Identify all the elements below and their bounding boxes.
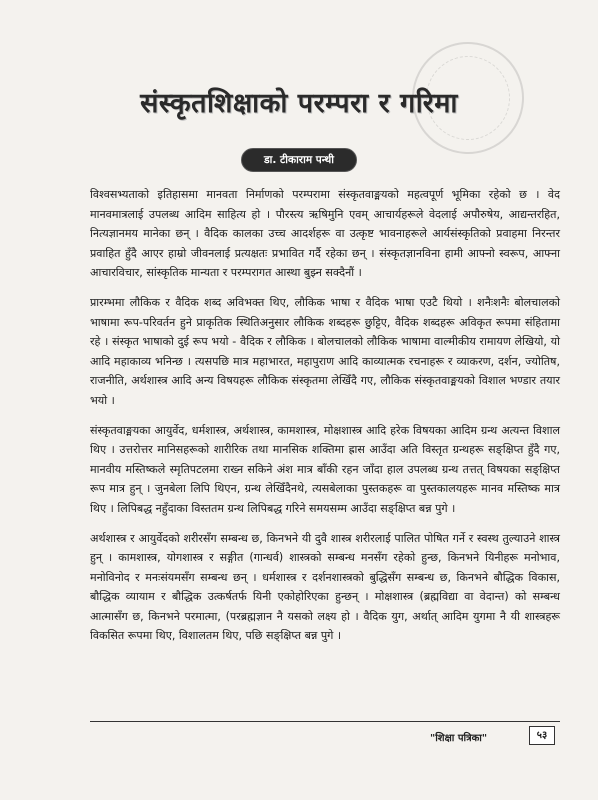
paragraph-3: संस्कृतवाङ्मयका आयुर्वेद, धर्मशास्त्र, अर्थशास्त्र, कामशास्त्र, मोक्षशास्त्र आदि हरेक विषयका आदिम ग्रन्थ अत्यन्त विशाल थिए । उत्तरोत्तर मानिसहरूको शारीरिक तथा मानसिक शक्तिमा ह्रास आउँदा अति विस्तृत ग्रन्थहरू सङ्क्षिप्त हुँदै गए, मानवीय मस्तिष्कले स्मृतिपटलमा राख्न सकिने अंश मात्र बाँकी रहन जाँदा हाल उपलब्ध ग्रन्थ तत्तत् विषयका सङ्क्षिप्त रूप मात्र हुन् । जुनबेला लिपि थिएन, ग्रन्थ लेखिँदैनथे, त्यसबेलाका पुस्तकहरू वा पुस्तकालयहरू मानव मस्तिष्क मात्र थिए । लिपिबद्ध नहुँदाका विस्ततम ग्रन्थ लिपिबद्ध गरिने समयसम्म आउँदा सङ्क्षिप्त बन्न पुगे । [90, 423, 560, 515]
article-body [90, 185, 560, 656]
paragraph-1: विश्वसभ्यताको इतिहासमा मानवता निर्माणको परम्परामा संस्कृतवाङ्मयको महत्वपूर्ण भूमिका रहेको छ । वेद मानवमात्रलाई उपलब्ध आदिम साहित्य हो । पौरस्त्य ऋषिमुनि एवम् आचार्यहरूले वेदलाई अपौरुषेय, आद्यन्तरहित, नित्यज्ञानमय मानेका छन् । वैदिक कालका उच्च आदर्शहरू वा उत्कृष्ट भावनाहरूले आर्यसंस्कृतिको प्रवाहमा निरन्तर प्रवाहित हुँदै आएर हाम्रो जीवनलाई प्रत्यक्षतः प्रभावित गर्दै रहेका छन् । संस्कृतज्ञानविना हामी आफ्नो स्वरूप, आफ्ना आचारविचार, सांस्कृतिक मान्यता र परम्परागत आस्था बुझ्न सक्दैनौं । [90, 188, 560, 280]
paragraph-4: अर्थशास्त्र र आयुर्वेदको शरीरसँग सम्बन्ध छ, किनभने यी दुवै शास्त्र शरीरलाई पालित पोषित गर्ने र स्वस्थ तुल्याउने शास्त्र हुन् । कामशास्त्र, योगशास्त्र र सङ्गीत (गान्धर्व) शास्त्रको सम्बन्ध मनसँग रहेको हुन्छ, किनभने यिनीहरू मनोभाव, मनोविनोद र मनःसंयमसँग सम्बन्ध छन् । धर्मशास्त्र र दर्शनशास्त्रको बुद्धिसँग सम्बन्ध छ, किनभने बौद्धिक विकास, बौद्धिक व्यायाम र बौद्धिक उत्कर्षतर्फ यिनी एकोहोरिएका हुन्छन् । मोक्षशास्त्र (ब्रह्मविद्या वा वेदान्त) को सम्बन्ध आत्मासँग छ, किनभने परमात्मा, (परब्रह्मज्ञान नै यसको लक्ष्य हो । वैदिक युग, अर्थात् आदिम युगमा नै यी शास्त्रहरू विकसित रूपमा थिए, विशालतम थिए, पछि सङ्क्षिप्त बन्न पुगे । [90, 531, 560, 643]
author-badge: डा. टीकाराम पन्थी [241, 148, 357, 172]
paragraph-2: प्रारम्भमा लौकिक र वैदिक शब्द अविभक्त थिए, लौकिक भाषा र वैदिक भाषा एउटै थियो । शनैःशनैः बोलचालको भाषामा रूप-परिवर्तन हुने प्राकृतिक स्थितिअनुसार लौकिक शब्दहरू छुट्टिए, वैदिक शब्दहरू अविकृत रूपमा संहितामा रहे । संस्कृत भाषाको दुई रूप भयो - वैदिक र लौकिक । बोलचालको लौकिक भाषामा वाल्मीकीय रामायण लेखियो, यो आदि महाकाव्य भनिन्छ । त्यसपछि मात्र महाभारत, महापुराण आदि काव्यात्मक रचनाहरू र व्याकरण, दर्शन, ज्योतिष, राजनीति, अर्थशास्त्र आदि अन्य विषयहरू लौकिक संस्कृतमा लेखिँदै गए, लौकिक संस्कृतवाङ्मयको विशाल भण्डार तयार भयो । [90, 295, 560, 407]
journal-name: "शिक्षा पत्रिका" [430, 733, 488, 744]
author-container [0, 148, 598, 172]
article-title: संस्कृतशिक्षाको परम्परा र गरिमा [140, 88, 458, 119]
footer-rule [90, 721, 560, 722]
page-number: ५३ [529, 726, 555, 745]
